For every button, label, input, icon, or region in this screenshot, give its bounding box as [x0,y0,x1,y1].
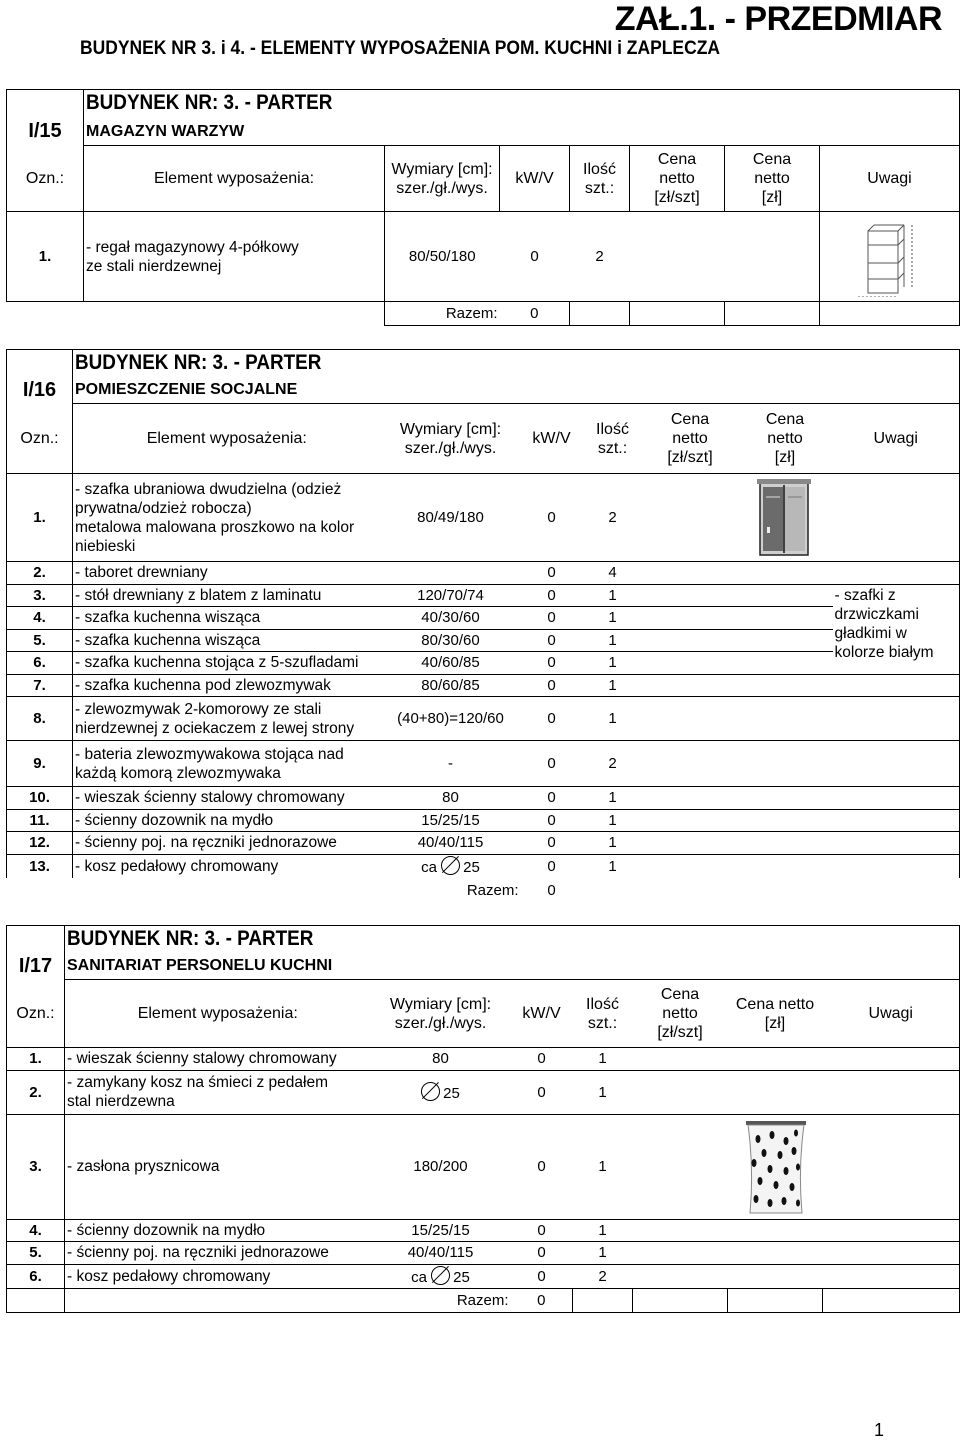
col-kw: kW/V [511,980,573,1048]
building-heading: BUDYNEK NR: 3. - PARTER [67,926,314,950]
col-qty: Ilość szt.: [583,404,643,474]
table-row: 7. - szafka kuchenna pod zlewozmywak 80/60/85 0 1 [7,674,960,697]
col-price-unit: Cena netto [zł/szt] [633,980,728,1048]
col-price-total: Cena netto [zł] [725,146,820,212]
diameter-symbol-icon [431,1266,450,1285]
table-row: 11. - ścienny dozownik na mydło 15/25/15 0 1 [7,809,960,832]
section-code: I/17 [7,953,65,980]
col-ozn: Ozn.: [7,146,84,212]
col-dims: Wymiary [cm]: szer./gł./wys. [385,146,500,212]
section-table-i16: BUDYNEK NR: 3. - PARTER I/16 POMIESZCZENIE SOCJALNE Ozn.: Element wyposażenia: Wymiary [cm]: szer./gł./wys. kW/V Ilość szt.: Cena netto [zł/szt] Cena netto [zł] Uwagi 1. - szafka ubraniowa dwudzielna (odzież prywatna/odzież robocza) metalowa malowana proszkowo na kolor niebieski 80/49/180 0 2 2. - taboret drewniany 0 4 3. - stół drewniany z blatem z laminatu 120/70/74 0 1 - szafki z drzwiczkami gładkimi w kolorze białym 4. - szafka kuchenna wisząca 40/30/60 0 1 5. - szafka kuchenna wisząca 80/30/60 0 1 6. - szafka kuchenna stojąca z 5-szufladami 40/60/85 0 1 7. - szafka kuchenna pod zlewozmywak 80/60/85 0 1 8. - zlewozmywak 2-komorowy ze stali nierdzewnej z ociekaczem z lewej strony (40+80)=120/60 0 1 9. - bateria zlewozmywakowa stojąca nad każdą komorą zlewozmywaka - 0 2 10. - wieszak ścienny stalowy chromowany 80 0 1 11. - ścienny dozownik na mydło 15/25/15 0 1 12. - ścienny poj. na ręczniki jednorazowe 40/40/115 0 1 13. - kosz pedałowy chromowany ca 25 0 1 Razem: 0 [6,349,960,902]
diameter-symbol-icon [441,856,460,875]
total-value: 0 [500,302,570,326]
section-table-i15: BUDYNEK NR: 3. - PARTER I/15 MAGAZYN WARZYW Ozn.: Element wyposażenia: Wymiary [cm]: szer./gł./wys. kW/V Ilość szt.: Cena netto [zł/szt] Cena netto [zł] Uwagi 1. - regał magazynowy 4-półkowy ze stali nierdzewnej 80/50/180 0 2 Razem: 0 [6,89,960,326]
table-row: 12. - ścienny poj. na ręczniki jednorazowe 40/40/115 0 1 [7,832,960,855]
table-row: 1. - szafka ubraniowa dwudzielna (odzież prywatna/odzież robocza) metalowa malowana proszkowo na kolor niebieski 80/49/180 0 2 [7,474,960,562]
col-element: Element wyposażenia: [73,404,381,474]
building-heading: BUDYNEK NR: 3. - PARTER [75,350,322,374]
document-title: ZAŁ.1. - PRZEDMIAR [614,0,942,38]
room-heading: POMIESZCZENIE SOCJALNE [75,381,298,399]
section-table-i17: BUDYNEK NR: 3. - PARTER I/17 SANITARIAT PERSONELU KUCHNI Ozn.: Element wyposażenia: Wymiary [cm]: szer./gł./wys. kW/V Ilość szt.: Cena netto [zł/szt] Cena netto [zł] Uwagi 1. - wieszak ścienny stalowy chromowany 80 0 1 2. - zamykany kosz na śmieci z pedałem stal nierdzewna 25 0 1 3. - zasłona prysznicowa 180/200 0 1 4. - ścienny dozownik na mydło 15/25/15 0 1 5. - ścienny poj. na ręczniki jednorazowe 40/40/115 0 1 6. - kosz pedałowy chromowany ca 25 0 2 Razem: 0 [6,925,960,1313]
col-qty: Ilość szt.: [570,146,630,212]
table-row: 10. - wieszak ścienny stalowy chromowany 80 0 1 [7,787,960,810]
page-number: 1 [873,1420,884,1440]
table-row: 4. - ścienny dozownik na mydło 15/25/15 0 1 [7,1219,960,1242]
col-element: Element wyposażenia: [84,146,385,212]
table-row: 6. - szafka kuchenna stojąca z 5-szufladami 40/60/85 0 1 [7,652,960,675]
total-value: 0 [511,1288,573,1312]
col-price-total: Cena netto [zł] [738,404,833,474]
col-element: Element wyposażenia: [65,980,371,1048]
diameter-symbol-icon [421,1082,440,1101]
col-kw: kW/V [521,404,583,474]
table-row: 3. - zasłona prysznicowa 180/200 0 1 [7,1114,960,1219]
table-row: 3. - stół drewniany z blatem z laminatu 120/70/74 0 1 - szafki z drzwiczkami gładkimi w kolorze białym [7,584,960,607]
table-row: 4. - szafka kuchenna wisząca 40/30/60 0 1 [7,607,960,630]
table-row: 2. - zamykany kosz na śmieci z pedałem stal nierdzewna 25 0 1 [7,1070,960,1114]
col-kw: kW/V [500,146,570,212]
room-heading: MAGAZYN WARZYW [86,122,245,140]
table-row: 8. - zlewozmywak 2-komorowy ze stali nierdzewnej z ociekaczem z lewej strony (40+80)=120/60 0 1 [7,697,960,741]
col-price-total: Cena netto [zł] [728,980,823,1048]
table-row: 5. - ścienny poj. na ręczniki jednorazowe 40/40/115 0 1 [7,1242,960,1265]
table-row: 2. - taboret drewniany 0 4 [7,562,960,585]
col-ozn: Ozn.: [7,980,65,1048]
shower-curtain-icon [730,1119,821,1215]
col-notes: Uwagi [823,980,960,1048]
table-row: 9. - bateria zlewozmywakowa stojąca nad każdą komorą zlewozmywaka - 0 2 [7,741,960,787]
total-value: 0 [547,881,556,899]
col-qty: Ilość szt.: [573,980,633,1048]
col-dims: Wymiary [cm]: szer./gł./wys. [381,404,521,474]
col-price-unit: Cena netto [zł/szt] [630,146,725,212]
table-row: 6. - kosz pedałowy chromowany ca 25 0 2 [7,1264,960,1288]
room-heading: SANITARIAT PERSONELU KUCHNI [67,957,333,975]
locker-photo-icon [740,477,831,559]
col-price-unit: Cena netto [zł/szt] [643,404,738,474]
col-ozn: Ozn.: [7,404,73,474]
col-notes: Uwagi [833,404,960,474]
section-code: I/16 [7,377,73,404]
notes-cell: - szafki z drzwiczkami gładkimi w kolorze białym [833,584,960,674]
section-code: I/15 [7,118,84,146]
shelf-drawing-icon [822,217,957,297]
building-heading: BUDYNEK NR: 3. - PARTER [86,91,333,115]
table-row: 13. - kosz pedałowy chromowany ca 25 0 1 [7,854,960,878]
col-notes: Uwagi [820,146,960,212]
document-subtitle: BUDYNEK NR 3. i 4. - ELEMENTY WYPOSAŻENIA POM. KUCHNI i ZAPLECZA [80,38,721,59]
col-dims: Wymiary [cm]: szer./gł./wys. [371,980,511,1048]
table-row: 1. - wieszak ścienny stalowy chromowany 80 0 1 [7,1048,960,1071]
table-row: 5. - szafka kuchenna wisząca 80/30/60 0 1 [7,629,960,652]
table-row: 1. - regał magazynowy 4-półkowy ze stali nierdzewnej 80/50/180 0 2 [7,212,960,302]
